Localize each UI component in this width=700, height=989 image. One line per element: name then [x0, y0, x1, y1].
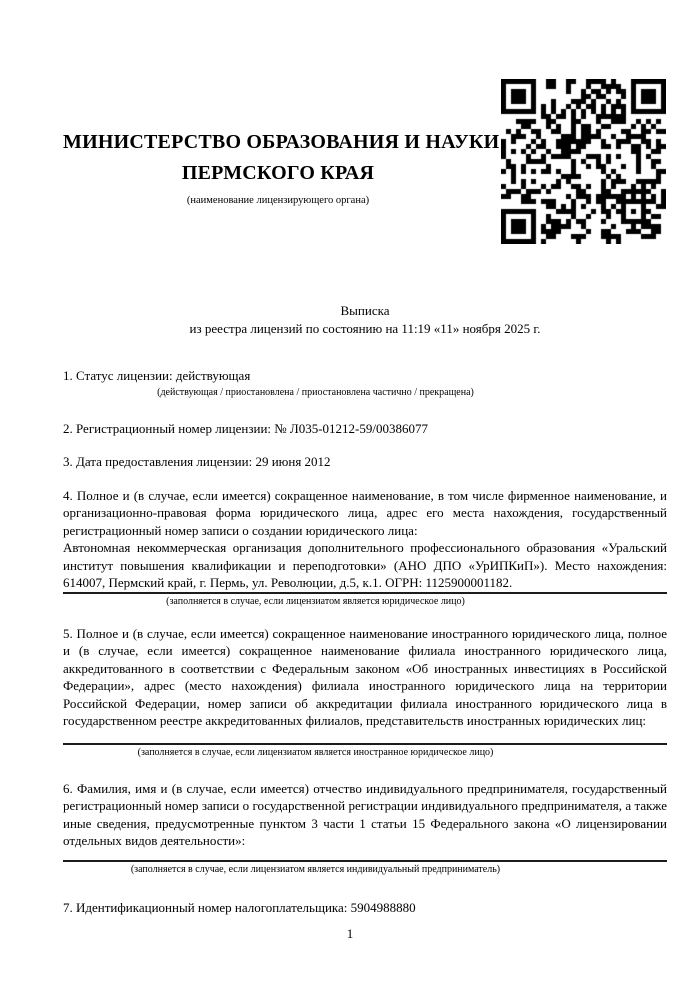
- document-title: [63, 302, 667, 337]
- entrepreneur-prompt: 6. Фамилия, имя и (в случае, если имеется) отчество индивидуального предпринимателя, государственный регистрационный номер записи о государственной регистрации индивидуального предпринимателя, а также иные сведения, предусмотренные пунктом 3 части 1 статьи 15 Федерального закона «О лицензировании отдельных видов деятельности»:: [63, 780, 667, 848]
- legal-entity-value: Автономная некоммерческая организация дополнительного профессионального образования «Уральский институт повышения квалификации и переподготовки» (АНО ДПО «УрИПКиП»). Место нахождения: 614007, Пермский край, г. Пермь, ул. Революции, д.5, к.1. ОГРН: 1125900001182.: [63, 540, 667, 590]
- legal-entity-prompt: 4. Полное и (в случае, если имеется) сокращенное наименование, в том числе фирменное наименование, и организационно-правовая форма юридического лица, адрес его места нахождения, государственный регистрационный номер записи о создании юридического лица:: [63, 487, 667, 538]
- license-status-options-caption: (действующая / приостановлена / приостановлена частично / прекращена): [157, 386, 474, 398]
- document-title-line1: Выписка: [340, 303, 390, 318]
- item-individual-entrepreneur: [63, 780, 667, 877]
- license-status-text: 1. Статус лицензии: действующая: [63, 368, 251, 383]
- qr-code-icon: [501, 79, 666, 244]
- item-license-status: [63, 367, 667, 400]
- item-foreign-entity: [63, 625, 667, 760]
- document-body: [63, 302, 667, 916]
- document-title-line2: из реестра лицензий по состоянию на 11:19 «11» ноября 2025 г.: [189, 320, 541, 336]
- ministry-name-line1: МИНИСТЕРСТВО ОБРАЗОВАНИЯ И НАУКИ: [63, 131, 500, 153]
- legal-entity-caption: (заполняется в случае, если лицензиатом является юридическое лицо): [166, 595, 465, 607]
- entrepreneur-caption: (заполняется в случае, если лицензиатом является индивидуальный предприниматель): [130, 863, 501, 875]
- item-grant-date: [63, 453, 667, 471]
- ministry-caption: (наименование лицензирующего органа): [186, 195, 370, 206]
- foreign-entity-caption: (заполняется в случае, если лицензиатом является иностранное юридическое лицо): [137, 746, 494, 758]
- licensing-authority-block: [63, 127, 500, 208]
- item-taxpayer-number: [63, 899, 667, 917]
- item-legal-entity: [63, 487, 667, 609]
- ministry-name-line2: ПЕРМСКОГО КРАЯ: [181, 162, 375, 184]
- registration-number-text: 2. Регистрационный номер лицензии: № Л035-01212-59/00386077: [63, 420, 429, 436]
- grant-date-text: 3. Дата предоставления лицензии: 29 июня 2012: [63, 454, 331, 469]
- page-number: 1: [346, 926, 354, 941]
- taxpayer-number-text: 7. Идентификационный номер налогоплательщика: 5904988880: [63, 899, 416, 915]
- item-registration-number: [63, 420, 667, 438]
- foreign-entity-prompt: 5. Полное и (в случае, если имеется) сокращенное наименование иностранного юридического лица, полное и (в случае, если имеется) сокращенное наименование филиала иностранного юридического лица, аккредитованного в соответствии с Федеральным законом «Об иностранных инвестициях в Российской Федерации», адрес (место нахождения) филиала иностранного юридического лица на территории Российской Федерации, номер записи об аккредитации филиала иностранного юридического лица в государственном реестре аккредитованных филиалов, представительств иностранных юридических лиц:: [63, 625, 667, 728]
